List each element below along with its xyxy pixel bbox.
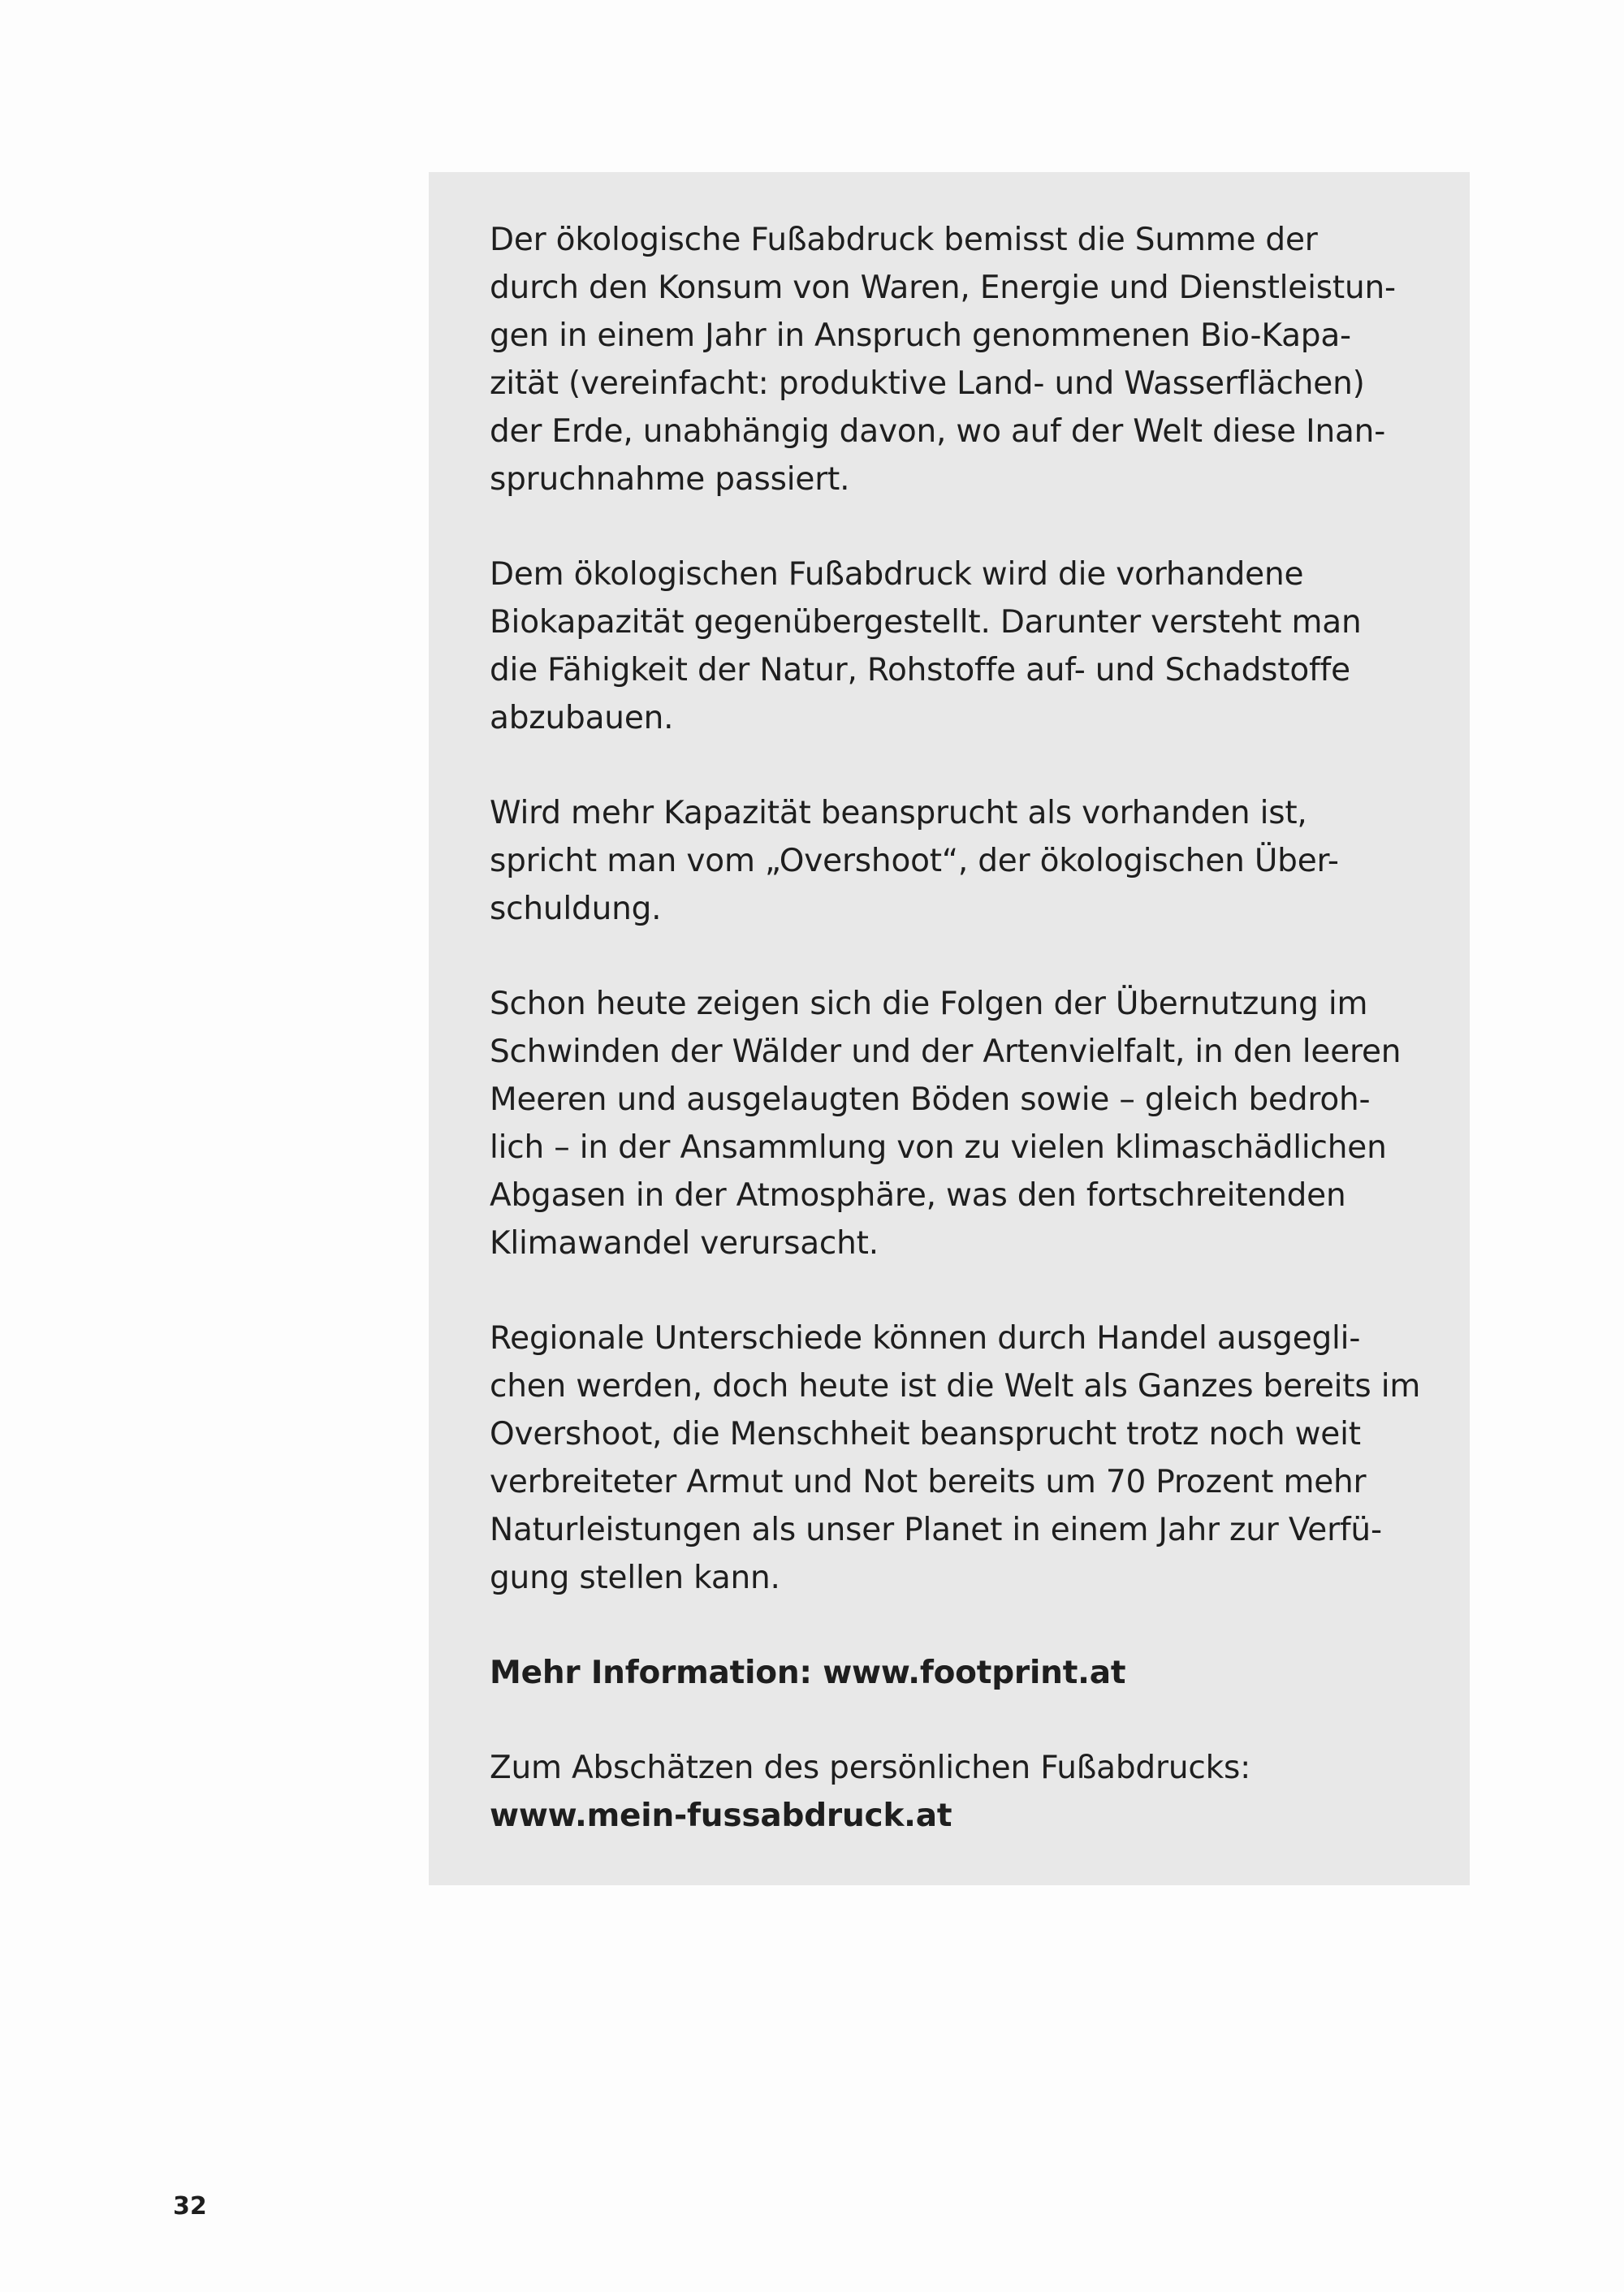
text-line: gung stellen kann.: [490, 1560, 780, 1596]
footprint-calculator-link[interactable]: www.mein-fussabdruck.at: [490, 1798, 952, 1834]
text-line: die Fähigkeit der Natur, Rohstoffe auf- und Schadstoffe: [490, 652, 1350, 688]
more-info-text: Mehr Information: www.footprint.at: [490, 1655, 1126, 1691]
text-line: zität (vereinfacht: produktive Land- und Wasserflächen): [490, 365, 1365, 402]
text-line: Abgasen in der Atmosphäre, was den fortschreitenden: [490, 1177, 1346, 1214]
text-line: Schwinden der Wälder und der Artenvielfalt, in den leeren: [490, 1034, 1402, 1070]
info-box: [429, 172, 1470, 1885]
text-line: spruchnahme passiert.: [490, 461, 850, 498]
paragraph-consequences: [490, 980, 1421, 1267]
text-line: Schon heute zeigen sich die Folgen der Übernutzung im: [490, 986, 1368, 1022]
text-line: Meeren und ausgelaugten Böden sowie – gleich bedroh-: [490, 1081, 1371, 1118]
text-line: der Erde, unabhängig davon, wo auf der Welt diese Inan-: [490, 413, 1386, 450]
text-line: chen werden, doch heute ist die Welt als Ganzes bereits im: [490, 1368, 1421, 1405]
paragraph-footprint-definition: [490, 216, 1421, 503]
text-line: gen in einem Jahr in Anspruch genommenen Bio-Kapa-: [490, 317, 1351, 354]
paragraph-regional-differences: [490, 1314, 1421, 1602]
text-line: Biokapazität gegenübergestellt. Darunter versteht man: [490, 604, 1362, 641]
text-line: lich – in der Ansammlung von zu vielen klimaschädlichen: [490, 1129, 1387, 1166]
paragraph-overshoot: [490, 789, 1421, 933]
text-line: Overshoot, die Menschheit beansprucht trotz noch weit: [490, 1416, 1361, 1452]
more-info-link[interactable]: [490, 1649, 1421, 1697]
text-line: spricht man vom „Overshoot“, der ökologischen Über-: [490, 843, 1339, 879]
text-line: Klimawandel verursacht.: [490, 1225, 879, 1262]
text-line: durch den Konsum von Waren, Energie und Dienstleistun-: [490, 270, 1396, 306]
text-line: verbreiteter Armut und Not bereits um 70 Prozent mehr: [490, 1464, 1367, 1500]
paragraph-estimate: [490, 1744, 1421, 1840]
text-line: Regionale Unterschiede können durch Handel ausgegli-: [490, 1320, 1361, 1357]
text-line: abzubauen.: [490, 700, 674, 736]
text-line: schuldung.: [490, 891, 662, 927]
estimate-text: Zum Abschätzen des persönlichen Fußabdrucks:: [490, 1750, 1251, 1786]
text-line: Naturleistungen als unser Planet in einem Jahr zur Verfü-: [490, 1512, 1382, 1548]
text-line: Wird mehr Kapazität beansprucht als vorhanden ist,: [490, 795, 1307, 831]
page-number: 32: [173, 2192, 207, 2221]
paragraph-biocapacity: [490, 550, 1421, 742]
text-line: Dem ökologischen Fußabdruck wird die vorhandene: [490, 556, 1304, 593]
text-line: Der ökologische Fußabdruck bemisst die Summe der: [490, 222, 1318, 258]
